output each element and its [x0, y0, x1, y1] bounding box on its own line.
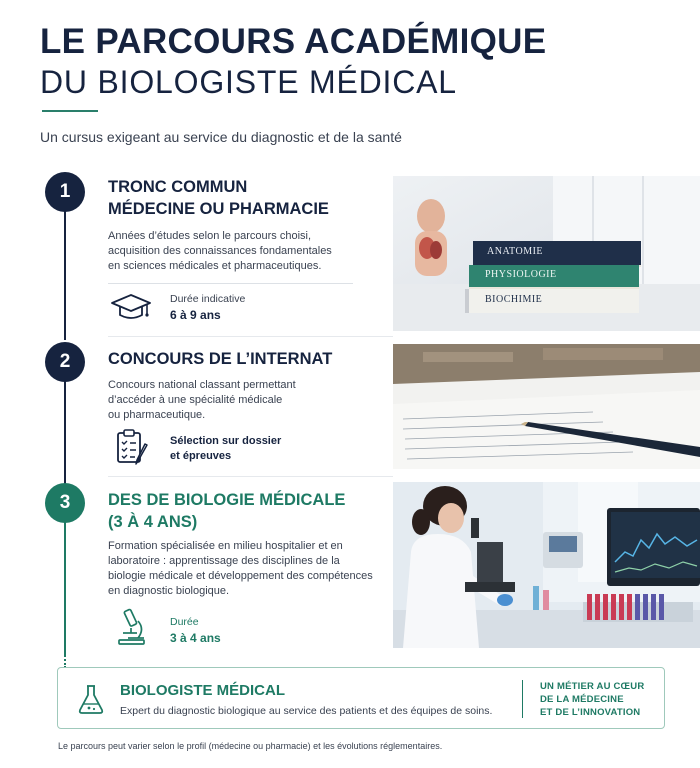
step-3-title-line2: (3 À 4 ANS) [108, 513, 198, 531]
page-title: LE PARCOURS ACADÉMIQUE [40, 22, 547, 61]
step-2-info-line1: Sélection sur dossier [170, 435, 282, 447]
step-1-info-value: 6 à 9 ans [170, 308, 221, 322]
step-3-info-label: Durée [170, 616, 199, 628]
step-2-desc-line3: ou pharmaceutique. [108, 409, 206, 421]
microscope-icon [114, 607, 148, 647]
step-3-info-value: 3 à 4 ans [170, 631, 221, 645]
outcome-title: BIOLOGISTE MÉDICAL [120, 682, 285, 699]
book-label-biochimie: BIOCHIMIE [485, 294, 543, 305]
step-2-desc-line1: Concours national classant permettant [108, 379, 296, 391]
outcome-tagline-line3: ET DE L’INNOVATION [540, 707, 641, 718]
step-1-desc-line1: Années d’études selon le parcours choisi, [108, 230, 312, 242]
step-3-desc-line2: laboratoire : apprentissage des disciplines de la [108, 555, 340, 567]
step-1-info-label: Durée indicative [170, 293, 246, 305]
clipboard-checklist-icon [114, 428, 150, 466]
page-subtitle: Un cursus exigeant au service du diagnostic et de la santé [40, 129, 402, 145]
step-1-desc-line3: en sciences médicales et pharmaceutiques. [108, 260, 322, 272]
footnote: Le parcours peut varier selon le profil (médecine ou pharmacie) et les évolutions réglementaires. [58, 741, 443, 751]
outcome-divider [522, 680, 523, 718]
step-2-photo [393, 344, 700, 469]
page-title-line2: DU BIOLOGISTE MÉDICAL [40, 64, 457, 100]
step-3-desc-line4: en diagnostic biologique. [108, 585, 230, 597]
step-3-title: DES DE BIOLOGIE MÉDICALE [108, 491, 346, 509]
step-2-separator [108, 476, 393, 477]
step-1-separator [108, 336, 393, 337]
step-2-title: CONCOURS DE L’INTERNAT [108, 350, 333, 368]
step-2-info-line2: et épreuves [170, 450, 232, 462]
title-underline [42, 110, 98, 112]
outcome-tagline-line1: UN MÉTIER AU CŒUR [540, 681, 645, 692]
timeline-line-3 [64, 505, 66, 655]
step-3-number: 3 [45, 483, 85, 523]
book-label-physiologie: PHYSIOLOGIE [485, 269, 557, 280]
timeline-dots [64, 652, 66, 668]
step-3-photo [393, 482, 700, 648]
step-2-desc-line2: d’accéder à une spécialité médicale [108, 394, 283, 406]
book-label-anatomie: ANATOMIE [487, 246, 544, 257]
step-3-desc-line3: biologie médicale et développement des compétences [108, 570, 373, 582]
step-1-photo [393, 176, 700, 331]
step-1-number: 1 [45, 172, 85, 212]
step-1-divider [108, 283, 353, 284]
step-3-desc-line1: Formation spécialisée en milieu hospitalier et en [108, 540, 343, 552]
outcome-description: Expert du diagnostic biologique au service des patients et des équipes de soins. [120, 705, 493, 717]
step-2-number: 2 [45, 342, 85, 382]
step-1-title: TRONC COMMUN [108, 178, 248, 196]
timeline-line-1 [64, 190, 66, 340]
outcome-tagline-line2: DE LA MÉDECINE [540, 694, 624, 705]
step-1-desc-line2: acquisition des connaissances fondamentales [108, 245, 332, 257]
flask-icon [76, 683, 106, 715]
graduation-cap-icon [110, 292, 152, 322]
step-1-title-line2: MÉDECINE OU PHARMACIE [108, 200, 329, 218]
